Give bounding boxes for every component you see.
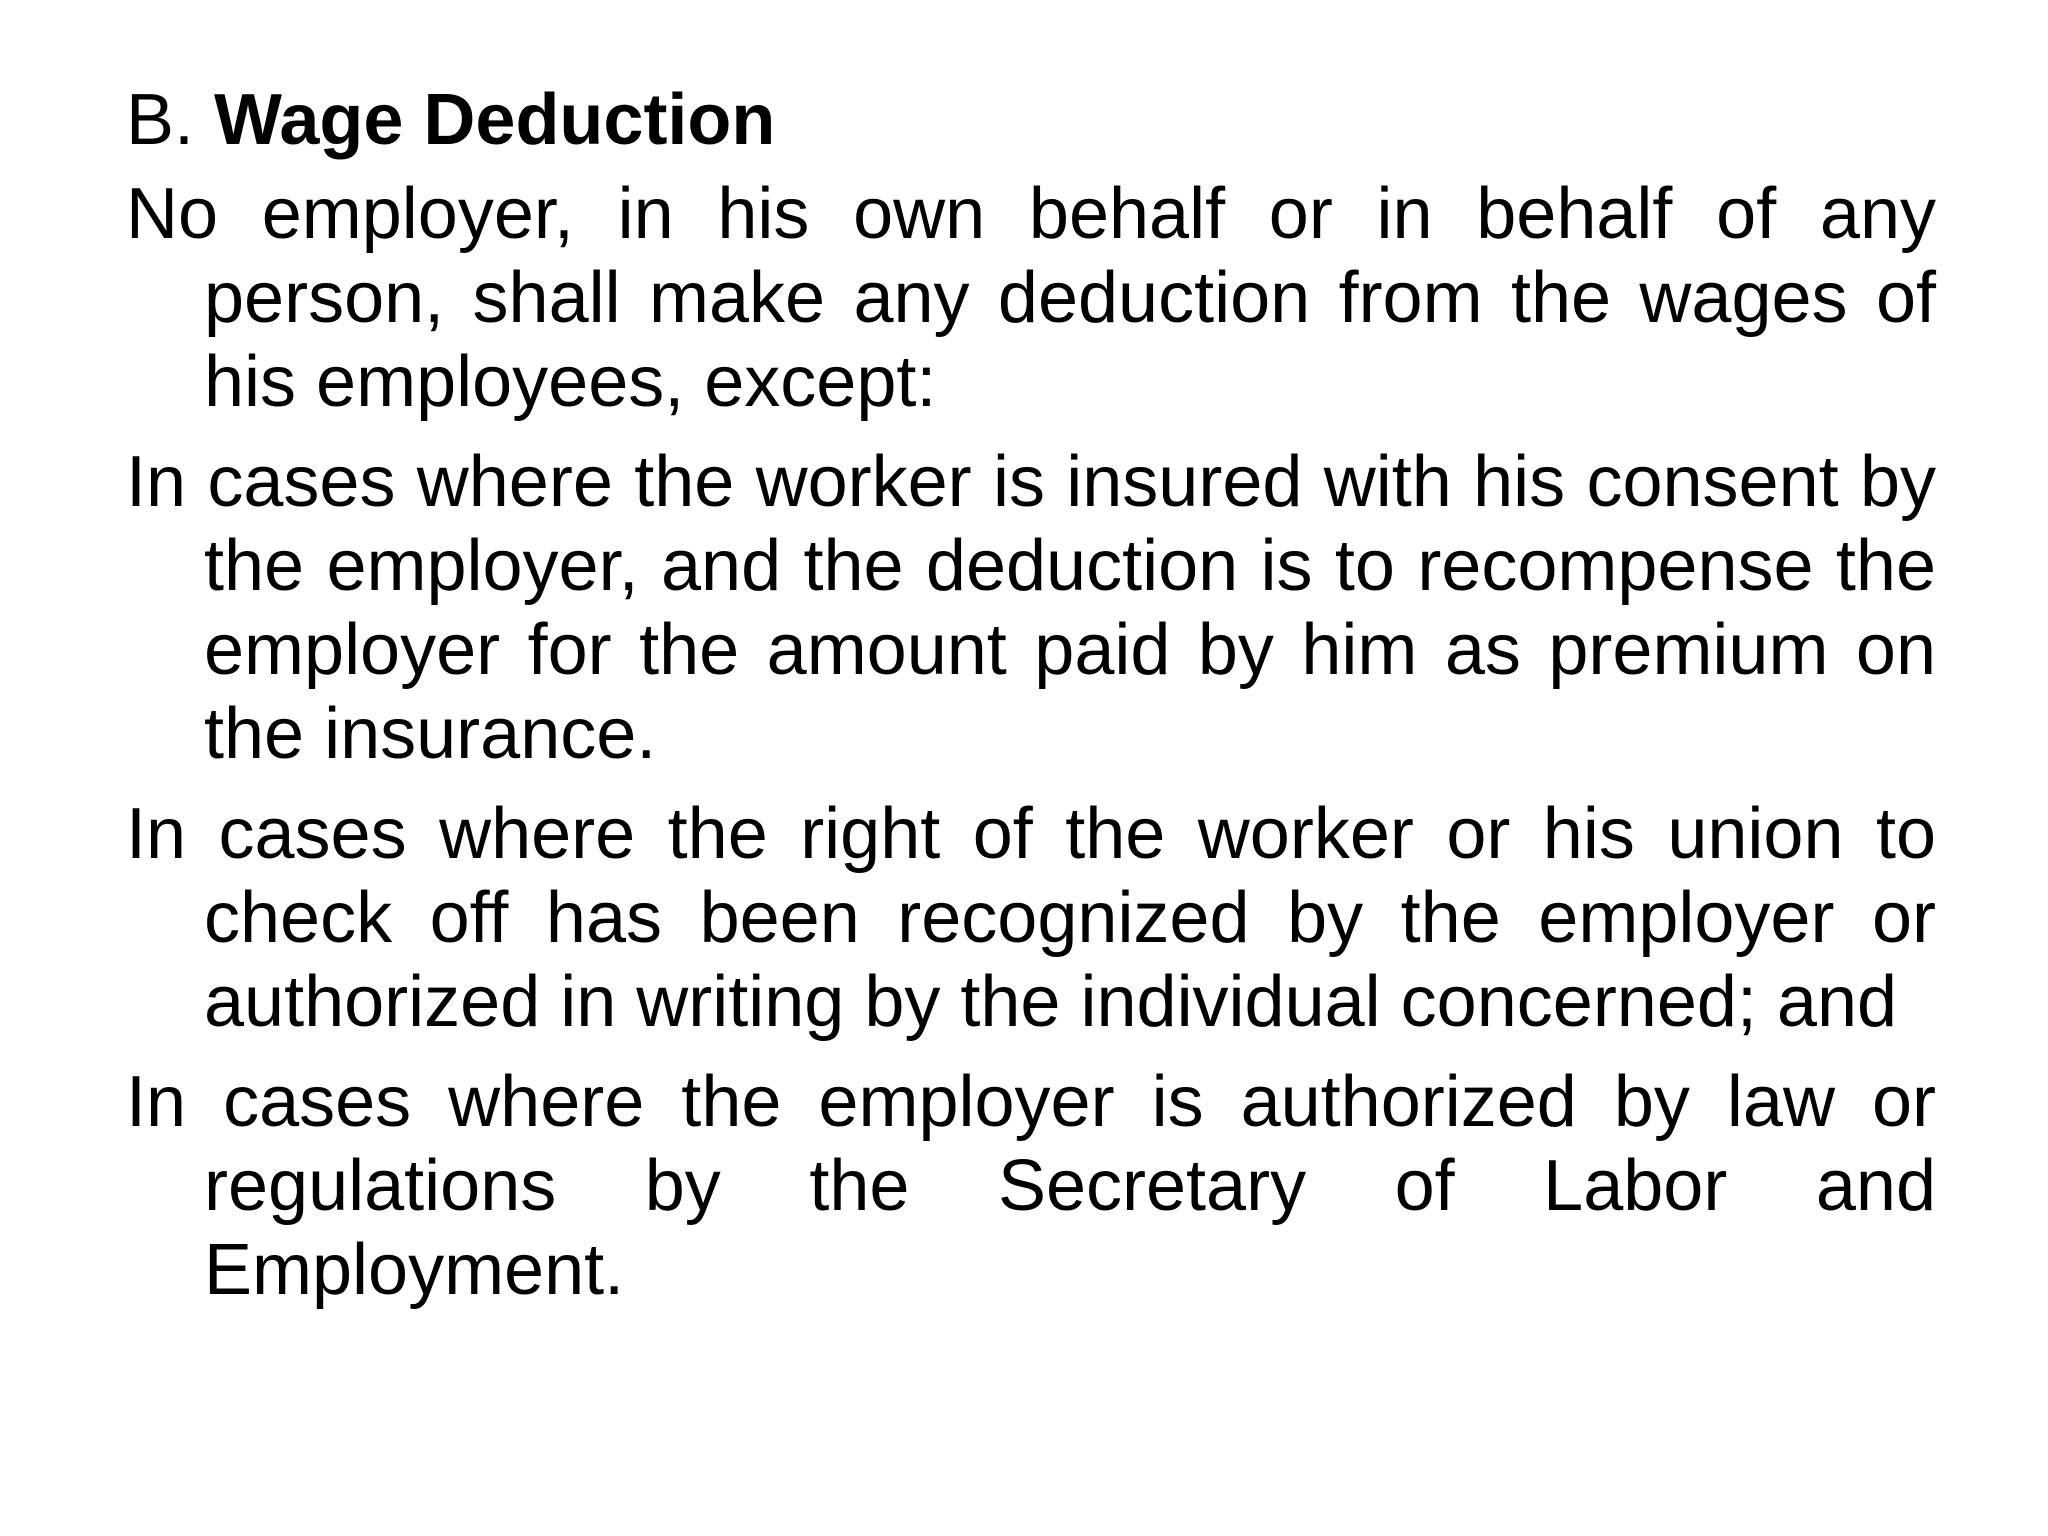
- heading-title: Wage Deduction: [214, 80, 776, 160]
- paragraph-law-exception: In cases where the employer is authorized by law or regulations by the Secretary of Labor and Employment.: [126, 1062, 1936, 1310]
- heading-prefix: B.: [126, 80, 195, 160]
- paragraph-intro: No employer, in his own behalf or in behalf of any person, shall make any deduction from the wages of his employees, except:: [126, 174, 1936, 422]
- paragraph-insurance-exception: In cases where the worker is insured with his consent by the employer, and the deduction is to recompense the employer for the amount paid by him as premium on the insurance.: [126, 442, 1936, 774]
- paragraph-check-off-exception: In cases where the right of the worker or his union to check off has been recognized by the employer or authorized in writing by the individual concerned; and: [126, 794, 1936, 1042]
- slide-heading: [126, 78, 1936, 162]
